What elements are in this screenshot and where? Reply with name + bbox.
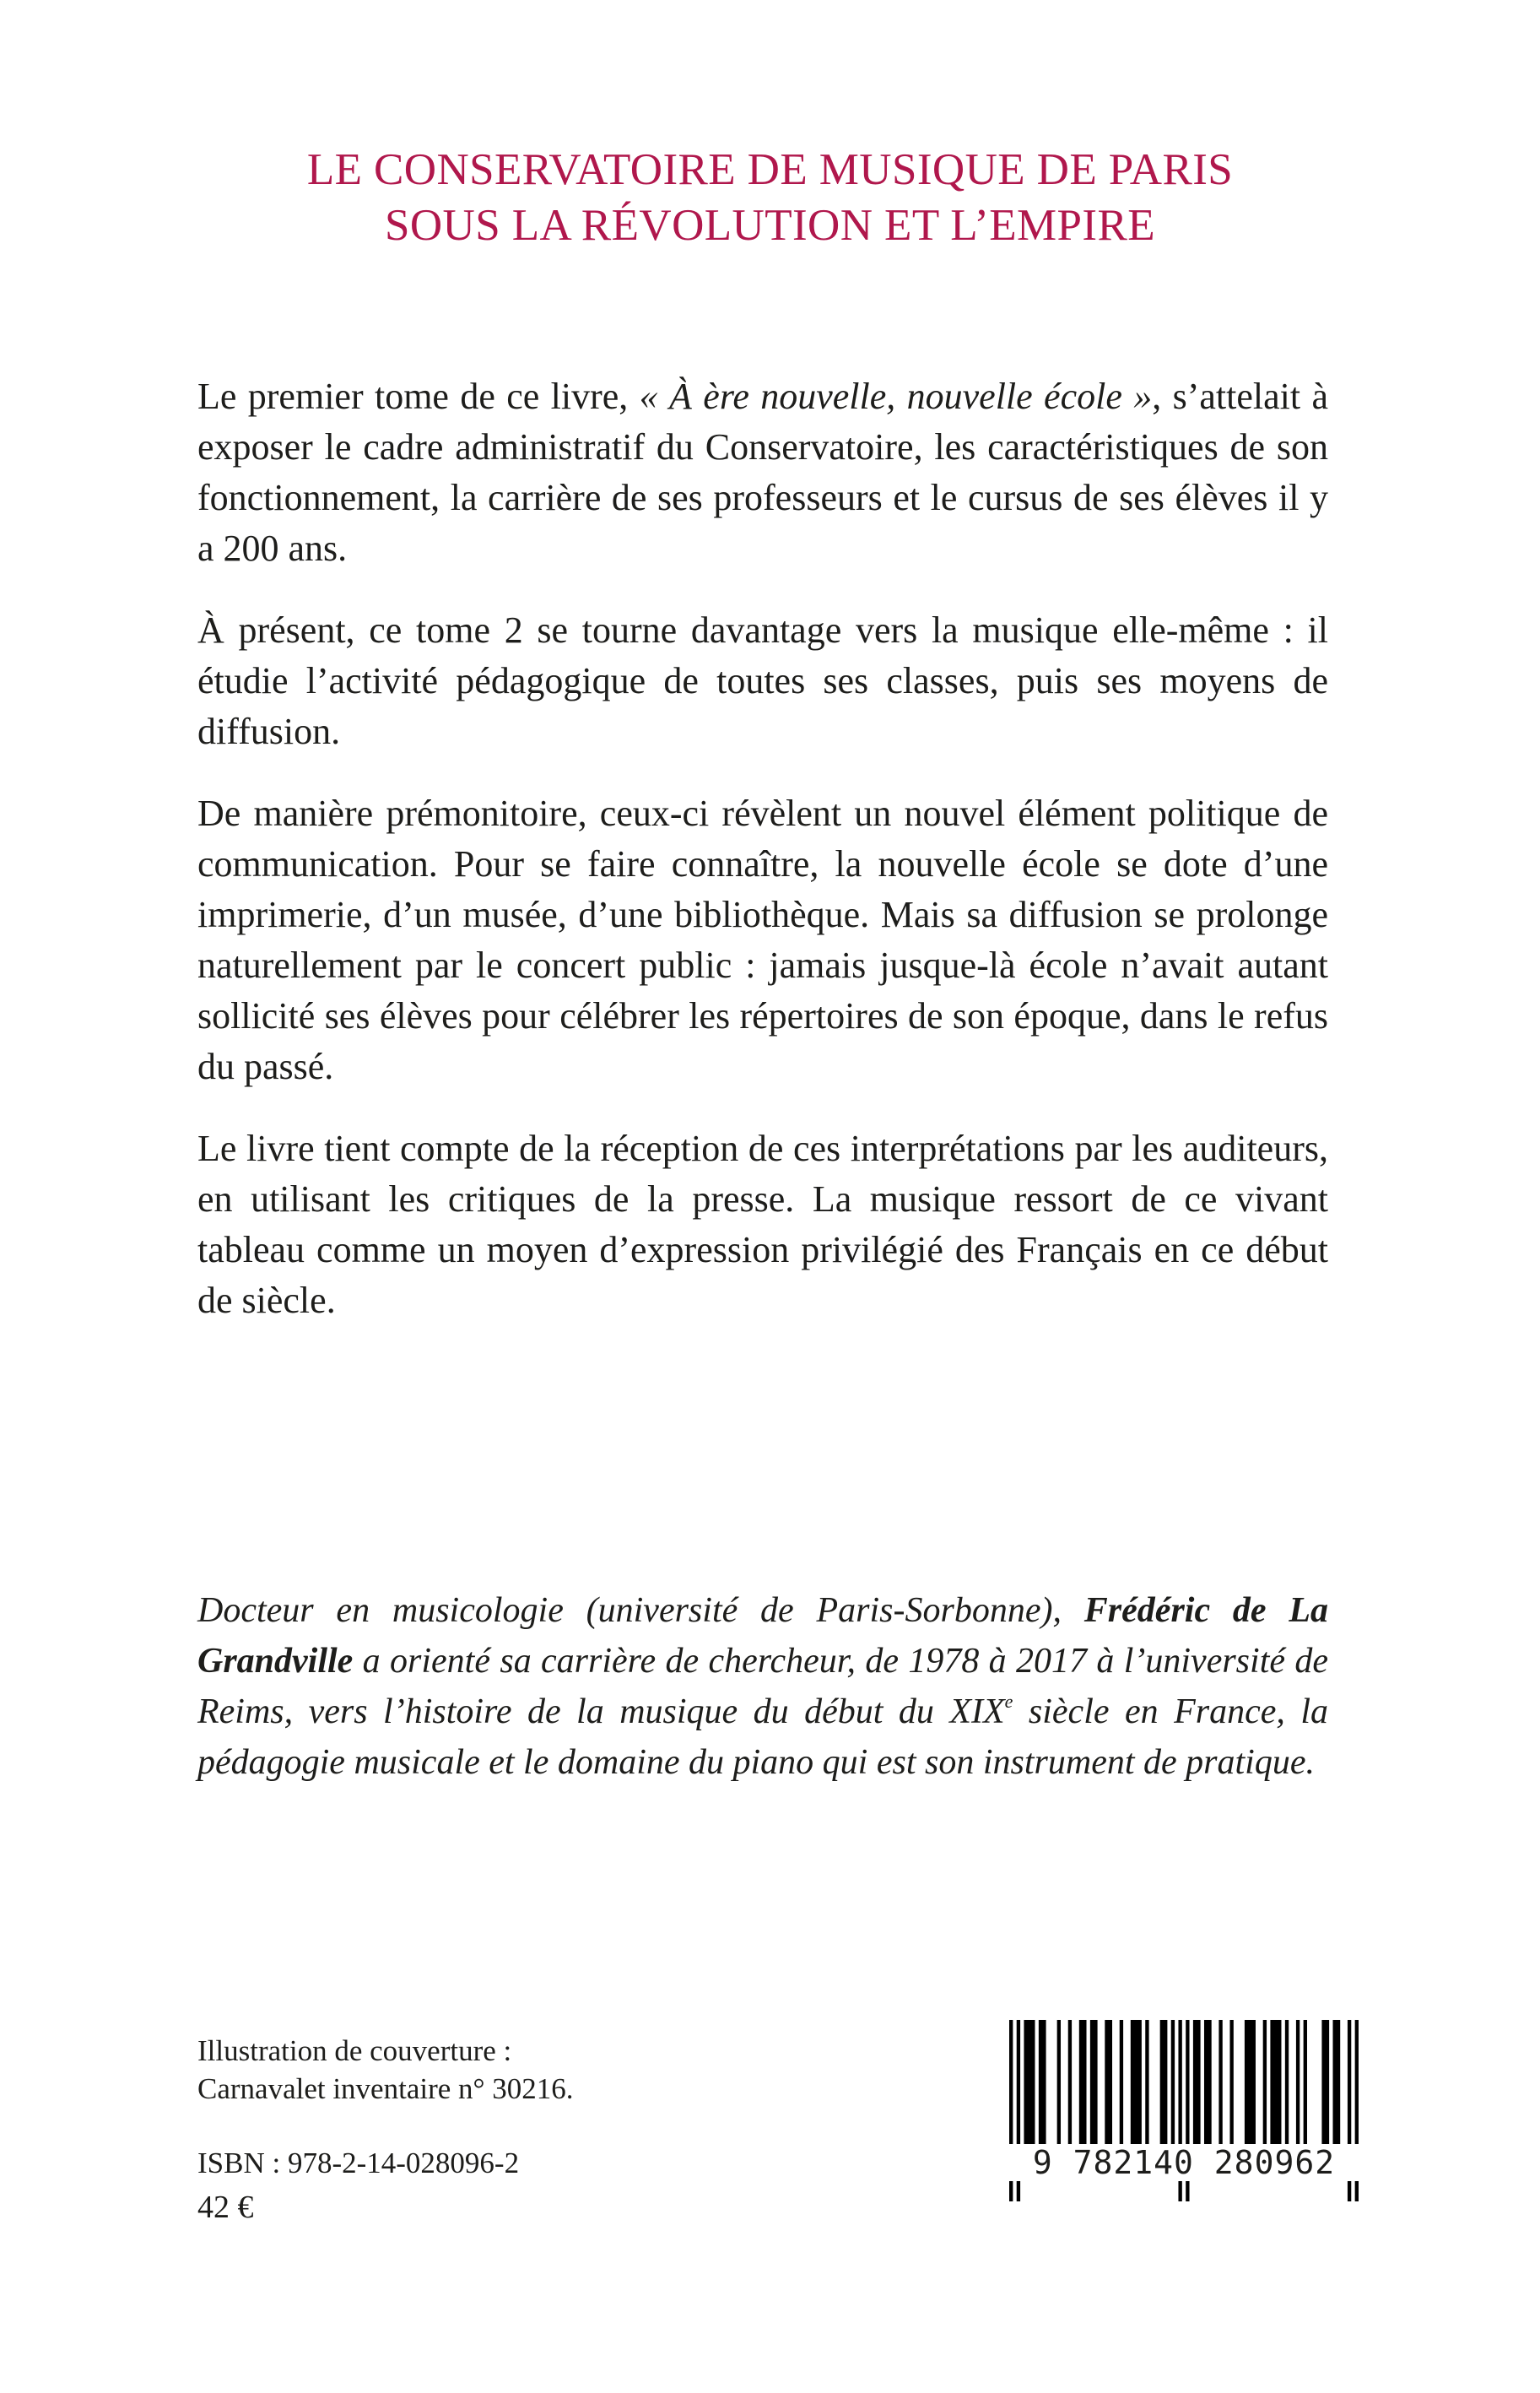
book-title bbox=[0, 142, 1540, 253]
barcode-bar bbox=[1160, 2020, 1168, 2147]
book-title-line-1: LE CONSERVATOIRE DE MUSIQUE DE PARIS bbox=[306, 145, 1234, 194]
barcode-digits: 9 782140 280962 bbox=[1009, 2144, 1359, 2181]
barcode-bar bbox=[1321, 2020, 1329, 2147]
isbn: ISBN : 978-2-14-028096-2 bbox=[197, 2147, 520, 2179]
first-volume-title: « À ère nouvelle, nouvelle école » bbox=[639, 376, 1153, 417]
barcode-bar bbox=[1332, 2020, 1340, 2147]
author-bio-end: siècle en France, la pédagogie musicale et le domaine du piano qui est son instrument de pratique. bbox=[197, 1692, 1329, 1782]
summary-p1-start: Le premier tome de ce livre, bbox=[197, 376, 640, 417]
book-title-line-2: SOUS LA RÉVOLUTION ET L’EMPIRE bbox=[384, 201, 1156, 250]
cover-credit-line-2: Carnavalet inventaire n° 30216. bbox=[197, 2072, 574, 2105]
barcode-bar bbox=[1068, 2020, 1072, 2147]
barcode-bar bbox=[1218, 2020, 1222, 2147]
barcode-bar bbox=[1105, 2020, 1112, 2147]
summary-paragraph-1 bbox=[197, 371, 1328, 574]
barcode-bar bbox=[1304, 2020, 1307, 2147]
barcode-bar bbox=[1039, 2020, 1046, 2147]
summary-paragraph-3: De manière prémonitoire, ceux-ci révèlent un nouvel élément politique de communication. Pour se faire connaître, la nouvelle école se dote d’une imprimerie, d’un musée, d’une bibliothèque. Mais sa diffusion se prolonge naturellement par le concert public : jamais jusque-là école n’avait autant sollicité ses élèves pour célébrer les répertoires de son époque, dans le refus du passé. bbox=[197, 793, 1328, 1087]
author-bio-intro: Docteur en musicologie (université de Paris-Sorbonne), bbox=[197, 1591, 1084, 1630]
summary-paragraph-4: Le livre tient compte de la réception de ces interprétations par les auditeurs, en utilisant les critiques de la presse. La musique ressort de ce vivant tableau comme un moyen d’expression privilégié des Français en ce début de siècle. bbox=[197, 1128, 1328, 1321]
author-bio bbox=[197, 1585, 1328, 1788]
cover-credit-line-1: Illustration de couverture : bbox=[197, 2034, 512, 2067]
barcode-bar bbox=[1229, 2020, 1233, 2147]
barcode-bar bbox=[1285, 2020, 1289, 2147]
price: 42 € bbox=[197, 2190, 254, 2225]
barcode-bar bbox=[1090, 2020, 1098, 2147]
century-superscript: e bbox=[1004, 1691, 1013, 1712]
barcode-bar bbox=[1193, 2020, 1201, 2147]
barcode-bar bbox=[1145, 2020, 1148, 2147]
barcode-bar bbox=[1245, 2020, 1256, 2147]
barcode-bar bbox=[1270, 2020, 1281, 2147]
barcode-bar bbox=[1263, 2020, 1267, 2147]
barcode-bar bbox=[1131, 2020, 1142, 2147]
barcode-bar bbox=[1079, 2020, 1087, 2147]
cover-credits bbox=[197, 2032, 574, 2108]
barcode-bar bbox=[1024, 2020, 1035, 2147]
barcode-bar bbox=[1204, 2020, 1212, 2147]
summary-text bbox=[197, 371, 1328, 1357]
author-bio-text: a orienté sa carrière de chercheur, de 1978 à 2017 à l’université de Reims, vers l’histoire de la musique du début du XIX bbox=[197, 1642, 1328, 1731]
barcode-bar bbox=[1296, 2020, 1300, 2147]
barcode-bar bbox=[1057, 2020, 1061, 2147]
barcode-bar bbox=[1171, 2020, 1175, 2147]
author-name: Frédéric de La Grandville bbox=[197, 1591, 1328, 1681]
barcode-bar bbox=[1120, 2020, 1123, 2147]
summary-paragraph-2: À présent, ce tome 2 se tourne davantage vers la musique elle-même : il étudie l’activité pédagogique de toutes ses classes, puis ses moyens de diffusion. bbox=[197, 609, 1328, 752]
summary-p1-end: , s’attelait à exposer le cadre administratif du Conservatoire, les caractéristiques de son fonctionnement, la carrière de ses professeurs et le cursus de ses élèves il y a 200 ans. bbox=[197, 376, 1328, 569]
